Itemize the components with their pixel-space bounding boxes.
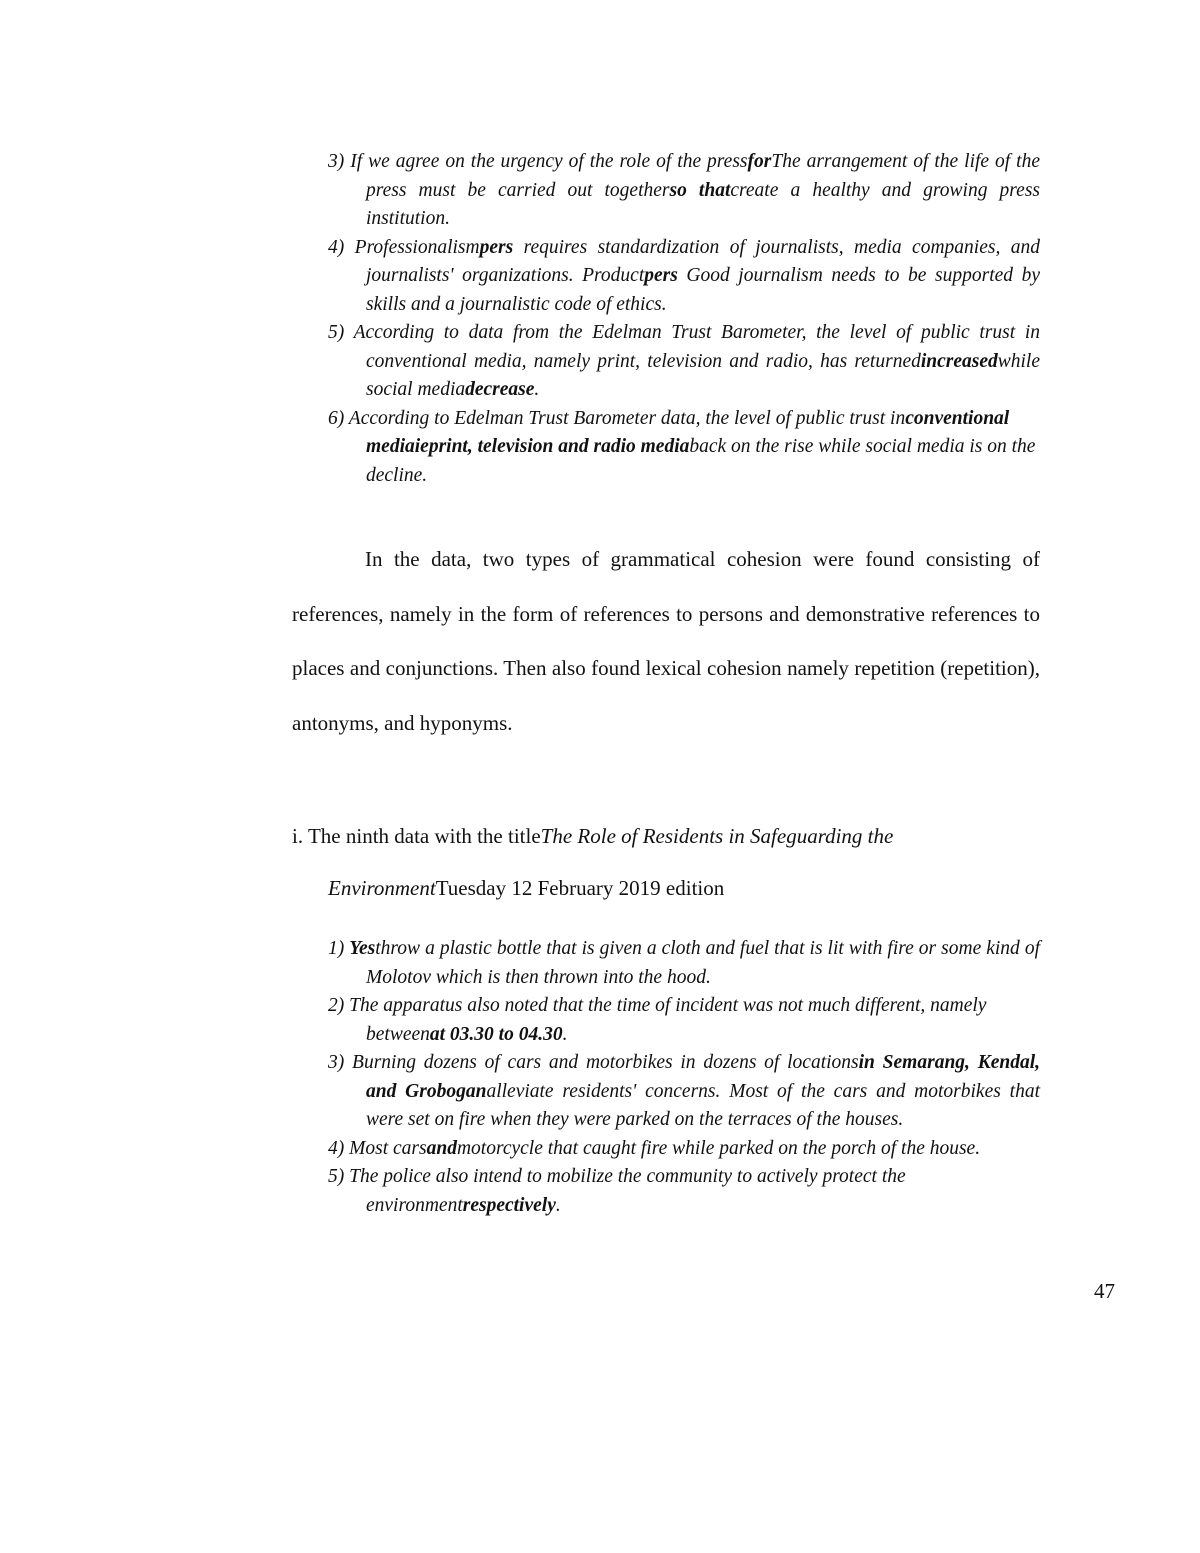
- list-item-text: requires standardization of journalists, media companies, and journalists' organizations. Product: [366, 236, 1040, 286]
- emphasized-text: pers: [479, 236, 514, 258]
- section-heading-title-1: The Role of Residents in Safeguarding the: [540, 824, 894, 848]
- list-item-text: Most cars: [349, 1137, 427, 1159]
- list-item-text: The police also intend to mobilize the community to actively protect the environment: [349, 1166, 906, 1216]
- analysis-paragraph: [292, 532, 1040, 750]
- section-heading-suffix: Tuesday 12 February 2019 edition: [435, 876, 725, 900]
- list-item-text: Good journalism needs to be supported by skills and a journalistic code of ethics.: [366, 265, 1040, 315]
- list-item: [328, 1135, 1040, 1164]
- list-item-number: 3): [328, 1052, 353, 1073]
- example-list-residents: [328, 935, 1040, 1220]
- section-heading-prefix: i. The ninth data with the title: [292, 824, 541, 848]
- list-item: [328, 234, 1040, 320]
- list-item: [328, 1163, 1040, 1220]
- emphasized-text: respectively: [462, 1194, 556, 1216]
- list-item-number: 4): [328, 236, 355, 258]
- section-heading-continued: [328, 874, 724, 902]
- list-item-text: .: [562, 1023, 568, 1045]
- list-item-text: According to Edelman Trust Barometer data, the level of public trust in: [348, 407, 906, 429]
- list-item-text: while social media: [366, 350, 1040, 400]
- emphasized-text: pers: [644, 265, 678, 286]
- emphasized-text: for: [747, 151, 772, 172]
- section-heading: [292, 822, 893, 850]
- list-item: [328, 319, 1040, 405]
- emphasized-text: so that: [669, 179, 731, 201]
- list-item-number: 5): [328, 1166, 350, 1187]
- list-item-text: .: [534, 379, 540, 400]
- example-list-press: [328, 148, 1040, 490]
- list-item-text: create a healthy and growing press institution.: [366, 179, 1040, 229]
- list-item-text: The apparatus also noted that the time of incident was not much different, namely between: [349, 995, 987, 1045]
- emphasized-text: decrease: [465, 379, 535, 400]
- emphasized-text: increased: [920, 350, 998, 372]
- list-item-text: motorcycle that caught fire while parked on the porch of the house.: [456, 1137, 981, 1159]
- list-item: [328, 405, 1040, 491]
- list-item-number: 4): [328, 1137, 350, 1159]
- emphasized-text: at 03.30 to 04.30: [429, 1023, 563, 1045]
- list-item-number: 6): [328, 407, 349, 429]
- emphasized-text: in Semarang, Kendal, and Grobogan: [366, 1052, 1040, 1102]
- analysis-paragraph-text: In the data, two types of grammatical cohesion were found consisting of references, namely in the form of references to persons and demonstrative references to places and conjunctions. Then also found lexical cohesion namely repetition (repetition), antonyms, and hyponyms.: [292, 547, 1040, 735]
- list-item-number: 5): [328, 322, 354, 343]
- list-item: [328, 992, 1040, 1049]
- section-heading-title-2: Environment: [328, 876, 436, 900]
- list-item-number: 3): [328, 151, 351, 172]
- list-item-text: alleviate residents' concerns. Most of the cars and motorbikes that were set on fire when they were parked on the terraces of the houses.: [366, 1080, 1040, 1130]
- list-item-number: 2): [328, 995, 350, 1016]
- list-item-text: The arrangement of the life of the press must be carried out together: [366, 151, 1040, 201]
- page-number: 47: [1094, 1279, 1115, 1303]
- list-item-text: According to data from the Edelman Trust Barometer, the level of public trust in conventional media, namely print, television and radio, has returned: [353, 322, 1040, 372]
- list-item: [328, 935, 1040, 992]
- list-item: [328, 148, 1040, 234]
- list-item-text: Professionalism: [354, 236, 480, 258]
- emphasized-text: conventional mediaieprint, television and radio media: [366, 407, 1010, 457]
- list-item-text: Burning dozens of cars and motorbikes in dozens of locations: [352, 1052, 859, 1073]
- list-item-text: back on the rise while social media is on the decline.: [366, 436, 1036, 486]
- emphasized-text: Yes: [349, 938, 376, 959]
- list-item-text: If we agree on the urgency of the role of the press: [350, 151, 748, 172]
- emphasized-text: and: [426, 1137, 457, 1159]
- list-item-text: .: [555, 1194, 561, 1216]
- list-item-number: 1): [328, 938, 350, 959]
- list-item-text: throw a plastic bottle that is given a cloth and fuel that is lit with fire or some kind of Molotov which is then thrown into the hood.: [366, 938, 1040, 988]
- list-item: [328, 1049, 1040, 1135]
